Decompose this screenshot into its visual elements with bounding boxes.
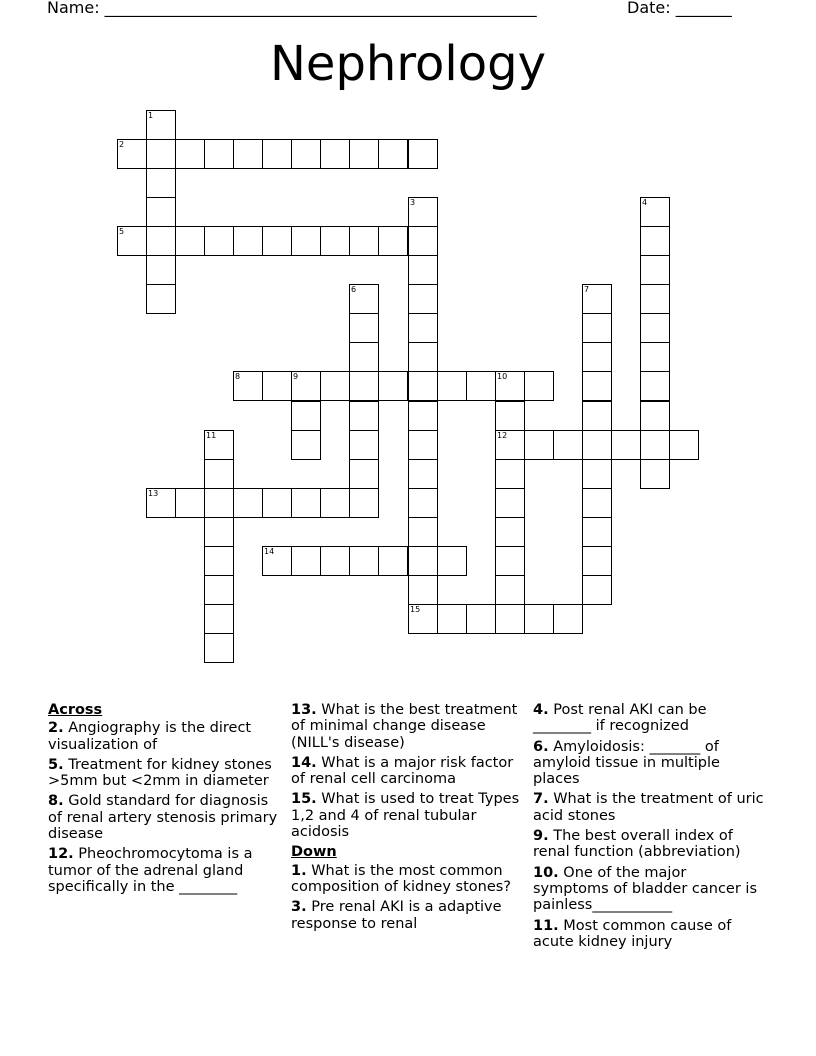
grid-cell[interactable] bbox=[524, 604, 554, 634]
grid-cell[interactable] bbox=[262, 226, 292, 256]
grid-cell[interactable] bbox=[291, 226, 321, 256]
clue-number: 10. bbox=[533, 864, 559, 881]
clue-across-14 bbox=[291, 755, 523, 788]
grid-cell[interactable] bbox=[408, 517, 438, 547]
grid-cell[interactable] bbox=[640, 459, 670, 489]
grid-cell[interactable] bbox=[582, 517, 612, 547]
grid-cell[interactable] bbox=[408, 313, 438, 343]
grid-cell[interactable] bbox=[262, 488, 292, 518]
grid-cell[interactable] bbox=[262, 139, 292, 169]
grid-cell[interactable] bbox=[495, 604, 525, 634]
clue-down-9 bbox=[533, 828, 765, 861]
grid-cell[interactable] bbox=[495, 517, 525, 547]
grid-cell[interactable] bbox=[349, 139, 379, 169]
clue-down-1 bbox=[291, 863, 523, 896]
grid-cell-number: 4 bbox=[642, 198, 648, 207]
grid-cell[interactable] bbox=[146, 197, 176, 227]
grid-cell[interactable] bbox=[466, 371, 496, 401]
grid-cell[interactable] bbox=[582, 371, 612, 401]
clue-across-12 bbox=[48, 846, 280, 895]
clue-down-7 bbox=[533, 791, 765, 824]
grid-cell[interactable] bbox=[408, 284, 438, 314]
grid-cell-number: 12 bbox=[497, 431, 508, 440]
grid-cell[interactable] bbox=[408, 546, 438, 576]
grid-cell[interactable] bbox=[582, 430, 612, 460]
grid-cell[interactable] bbox=[495, 546, 525, 576]
grid-cell[interactable] bbox=[640, 342, 670, 372]
grid-cell[interactable] bbox=[349, 371, 379, 401]
grid-cell[interactable] bbox=[495, 488, 525, 518]
grid-cell[interactable] bbox=[233, 139, 263, 169]
clue-text: What is the best treatment of minimal change disease (NILL's disease) bbox=[291, 702, 518, 751]
grid-cell[interactable] bbox=[553, 430, 583, 460]
grid-cell[interactable] bbox=[408, 604, 438, 634]
grid-cell-number: 6 bbox=[351, 285, 357, 294]
grid-cell[interactable] bbox=[291, 371, 321, 401]
grid-cell[interactable] bbox=[146, 488, 176, 518]
grid-cell[interactable] bbox=[349, 313, 379, 343]
grid-cell[interactable] bbox=[262, 371, 292, 401]
grid-cell[interactable] bbox=[408, 401, 438, 431]
clue-across-15 bbox=[291, 791, 523, 840]
clue-down-11 bbox=[533, 918, 765, 951]
clue-text: The best overall index of renal function (abbreviation) bbox=[533, 828, 741, 861]
grid-cell[interactable] bbox=[349, 284, 379, 314]
grid-cell[interactable] bbox=[408, 226, 438, 256]
grid-cell[interactable] bbox=[408, 197, 438, 227]
grid-cell-number: 5 bbox=[119, 227, 125, 236]
name-line: Name: ______________________________________________________ bbox=[47, 0, 537, 17]
grid-cell[interactable] bbox=[291, 546, 321, 576]
grid-cell[interactable] bbox=[408, 139, 438, 169]
grid-cell[interactable] bbox=[349, 401, 379, 431]
grid-cell[interactable] bbox=[582, 313, 612, 343]
grid-cell[interactable] bbox=[349, 342, 379, 372]
grid-cell[interactable] bbox=[175, 488, 205, 518]
grid-cell-number: 9 bbox=[293, 372, 299, 381]
grid-cell[interactable] bbox=[495, 371, 525, 401]
clue-number: 15. bbox=[291, 791, 317, 808]
grid-cell[interactable] bbox=[291, 401, 321, 431]
clue-text: What is used to treat Types 1,2 and 4 of renal tubular acidosis bbox=[291, 791, 520, 841]
grid-cell[interactable] bbox=[611, 430, 641, 460]
grid-cell[interactable] bbox=[262, 546, 292, 576]
grid-cell[interactable] bbox=[495, 575, 525, 605]
grid-cell[interactable] bbox=[117, 139, 147, 169]
clue-number: 8. bbox=[48, 793, 64, 810]
grid-cell-number: 15 bbox=[410, 605, 421, 614]
grid-cell[interactable] bbox=[204, 546, 234, 576]
grid-cell[interactable] bbox=[378, 139, 408, 169]
grid-cell[interactable] bbox=[233, 371, 263, 401]
clue-text: What is a major risk factor of renal cell carcinoma bbox=[291, 754, 514, 788]
clue-number: 14. bbox=[291, 754, 317, 771]
grid-cell[interactable] bbox=[320, 139, 350, 169]
grid-cell[interactable] bbox=[146, 284, 176, 314]
clue-text: One of the major symptoms of bladder cancer is painless___________ bbox=[533, 864, 758, 914]
grid-cell[interactable] bbox=[495, 430, 525, 460]
clue-number: 3. bbox=[291, 899, 307, 916]
grid-cell-number: 13 bbox=[148, 489, 159, 498]
grid-cell[interactable] bbox=[378, 371, 408, 401]
grid-cell[interactable] bbox=[291, 430, 321, 460]
grid-cell[interactable] bbox=[378, 546, 408, 576]
grid-cell[interactable] bbox=[524, 371, 554, 401]
grid-cell[interactable] bbox=[408, 371, 438, 401]
clue-text: Amyloidosis: _______ of amyloid tissue in multiple places bbox=[533, 738, 720, 788]
clue-text: Treatment for kidney stones >5mm but <2mm in diameter bbox=[48, 756, 272, 790]
grid-cell[interactable] bbox=[291, 488, 321, 518]
grid-cell[interactable] bbox=[437, 546, 467, 576]
grid-cell[interactable] bbox=[640, 371, 670, 401]
grid-cell[interactable] bbox=[582, 488, 612, 518]
grid-cell[interactable] bbox=[291, 139, 321, 169]
grid-cell[interactable] bbox=[466, 604, 496, 634]
grid-cell[interactable] bbox=[408, 342, 438, 372]
clue-across-13 bbox=[291, 702, 523, 751]
clue-text: What is the treatment of uric acid stones bbox=[533, 791, 764, 824]
clue-across-5 bbox=[48, 757, 280, 790]
grid-cell-number: 3 bbox=[410, 198, 416, 207]
grid-cell[interactable] bbox=[408, 575, 438, 605]
grid-cell[interactable] bbox=[233, 488, 263, 518]
grid-cell[interactable] bbox=[582, 459, 612, 489]
grid-cell[interactable] bbox=[204, 633, 234, 663]
grid-cell-number: 11 bbox=[206, 431, 217, 440]
clue-down-6 bbox=[533, 739, 765, 788]
grid-cell[interactable] bbox=[408, 459, 438, 489]
clue-number: 2. bbox=[48, 720, 64, 737]
clue-across-2 bbox=[48, 720, 280, 753]
grid-cell[interactable] bbox=[640, 255, 670, 285]
clue-number: 13. bbox=[291, 702, 317, 718]
page-title: Nephrology bbox=[270, 36, 546, 92]
grid-cell[interactable] bbox=[320, 488, 350, 518]
grid-cell[interactable] bbox=[146, 255, 176, 285]
grid-cell[interactable] bbox=[640, 197, 670, 227]
grid-cell[interactable] bbox=[146, 168, 176, 198]
clue-down-4 bbox=[533, 702, 765, 735]
grid-cell-number: 8 bbox=[235, 372, 241, 381]
grid-cell[interactable] bbox=[204, 517, 234, 547]
grid-cell-number: 2 bbox=[119, 140, 125, 149]
clue-text: Post renal AKI can be ________ if recognized bbox=[533, 702, 707, 735]
grid-cell[interactable] bbox=[204, 575, 234, 605]
grid-cell[interactable] bbox=[582, 401, 612, 431]
grid-cell[interactable] bbox=[582, 342, 612, 372]
grid-cell[interactable] bbox=[349, 546, 379, 576]
clue-number: 9. bbox=[533, 828, 549, 845]
grid-cell[interactable] bbox=[320, 371, 350, 401]
grid-cell[interactable] bbox=[233, 226, 263, 256]
grid-cell[interactable] bbox=[204, 226, 234, 256]
clue-text: What is the most common composition of kidney stones? bbox=[291, 862, 511, 895]
clue-number: 4. bbox=[533, 702, 549, 718]
grid-cell[interactable] bbox=[204, 488, 234, 518]
grid-cell[interactable] bbox=[495, 401, 525, 431]
grid-cell[interactable] bbox=[175, 226, 205, 256]
grid-cell-number: 7 bbox=[584, 285, 590, 294]
grid-cell[interactable] bbox=[640, 401, 670, 431]
grid-cell[interactable] bbox=[408, 255, 438, 285]
grid-cell[interactable] bbox=[204, 139, 234, 169]
clue-number: 7. bbox=[533, 791, 549, 808]
grid-cell[interactable] bbox=[408, 430, 438, 460]
grid-cell[interactable] bbox=[378, 226, 408, 256]
date-line: Date: _______ bbox=[627, 0, 732, 17]
clue-down-3 bbox=[291, 899, 523, 932]
clue-text: Pre renal AKI is a adaptive response to renal bbox=[291, 899, 502, 932]
grid-cell[interactable] bbox=[582, 575, 612, 605]
clue-number: 12. bbox=[48, 846, 74, 863]
grid-cell[interactable] bbox=[495, 459, 525, 489]
grid-cell[interactable] bbox=[640, 284, 670, 314]
grid-cell[interactable] bbox=[582, 546, 612, 576]
clue-number: 11. bbox=[533, 917, 559, 934]
grid-cell[interactable] bbox=[669, 430, 699, 460]
down-heading: Down bbox=[291, 844, 337, 861]
clues-column-1 bbox=[48, 702, 280, 899]
clue-down-10 bbox=[533, 865, 765, 914]
clues-column-2 bbox=[291, 702, 523, 936]
grid-cell[interactable] bbox=[204, 604, 234, 634]
grid-cell[interactable] bbox=[640, 313, 670, 343]
grid-cell-number: 1 bbox=[148, 111, 154, 120]
clue-across-8 bbox=[48, 793, 280, 842]
grid-cell[interactable] bbox=[204, 459, 234, 489]
clues-column-3 bbox=[533, 702, 765, 954]
grid-cell[interactable] bbox=[437, 371, 467, 401]
grid-cell[interactable] bbox=[320, 226, 350, 256]
grid-cell[interactable] bbox=[640, 226, 670, 256]
grid-cell[interactable] bbox=[640, 430, 670, 460]
grid-cell[interactable] bbox=[408, 488, 438, 518]
grid-cell[interactable] bbox=[175, 139, 205, 169]
grid-cell[interactable] bbox=[349, 459, 379, 489]
grid-cell[interactable] bbox=[349, 430, 379, 460]
clue-number: 1. bbox=[291, 862, 307, 879]
clue-number: 5. bbox=[48, 756, 64, 773]
grid-cell[interactable] bbox=[437, 604, 467, 634]
grid-cell[interactable] bbox=[146, 139, 176, 169]
grid-cell[interactable] bbox=[146, 226, 176, 256]
grid-cell[interactable] bbox=[320, 546, 350, 576]
clue-text: Most common cause of acute kidney injury bbox=[533, 917, 732, 950]
grid-cell-number: 14 bbox=[264, 547, 275, 556]
grid-cell[interactable] bbox=[524, 430, 554, 460]
clue-text: Gold standard for diagnosis of renal artery stenosis primary disease bbox=[48, 793, 278, 843]
clue-text: Pheochromocytoma is a tumor of the adrenal gland specifically in the ________ bbox=[48, 846, 253, 895]
grid-cell[interactable] bbox=[204, 430, 234, 460]
grid-cell-number: 10 bbox=[497, 372, 508, 381]
grid-cell[interactable] bbox=[117, 226, 147, 256]
clue-number: 6. bbox=[533, 738, 549, 755]
clue-text: Angiography is the direct visualization of bbox=[48, 720, 252, 753]
grid-cell[interactable] bbox=[553, 604, 583, 634]
across-heading: Across bbox=[48, 702, 103, 718]
grid-cell[interactable] bbox=[146, 110, 176, 140]
grid-cell[interactable] bbox=[349, 488, 379, 518]
grid-cell[interactable] bbox=[582, 284, 612, 314]
grid-cell[interactable] bbox=[349, 226, 379, 256]
